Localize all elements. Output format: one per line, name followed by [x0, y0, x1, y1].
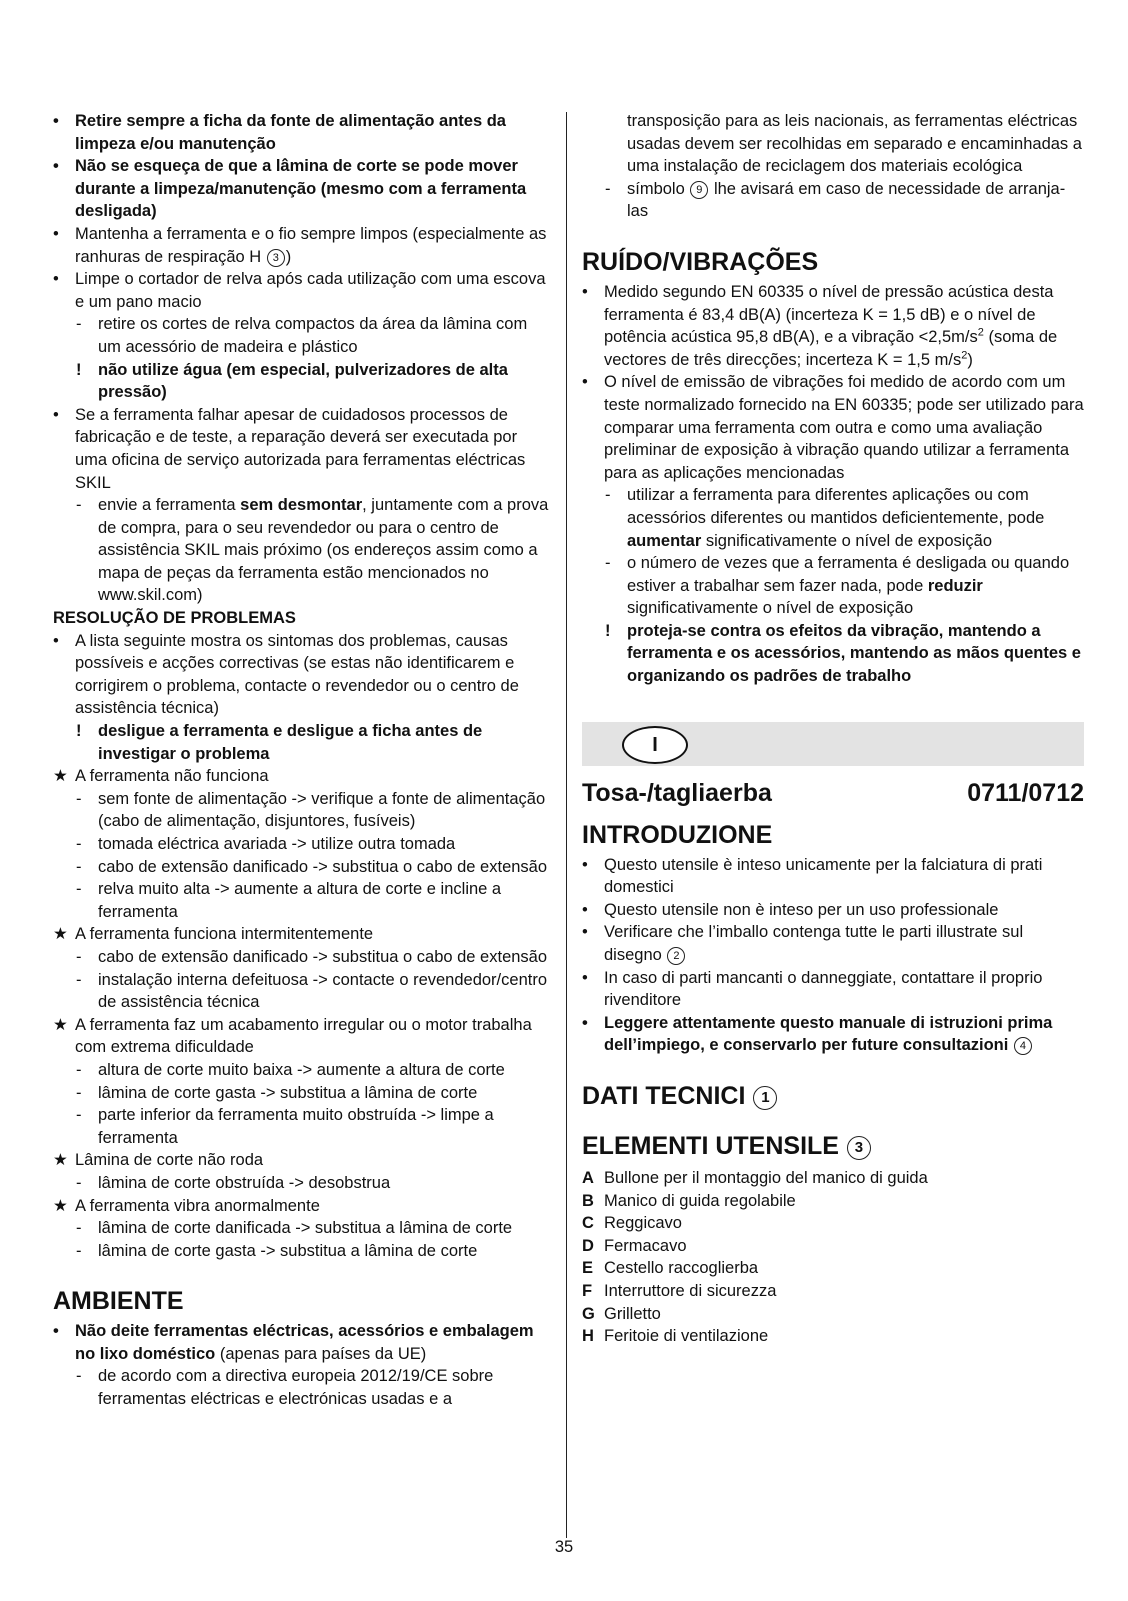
- elementi-heading: ELEMENTI UTENSILE 3: [582, 1131, 1084, 1161]
- problem-remedy: - cabo de extensão danificado -> substitua o cabo de extensão: [76, 857, 548, 876]
- bullet-item: • Não deite ferramentas eléctricas, acessórios e embalagem no lixo doméstico (apenas para países da UE): [53, 1322, 534, 1363]
- part-item: [582, 1325, 1084, 1348]
- figure-ref: 3: [847, 1136, 871, 1160]
- sub-item: - retire os cortes de relva compactos da área da lâmina com um acessório de madeira e plástico: [76, 315, 528, 356]
- problem-title: ★ A ferramenta vibra anormalmente: [53, 1196, 320, 1215]
- figure-ref: 9: [690, 181, 708, 199]
- product-title-row: [582, 778, 1084, 808]
- bullet-item: • Retire sempre a ficha da fonte de alimentação antes da limpeza e/ou manutenção: [53, 112, 506, 153]
- part-label: Manico di guida regolabile: [604, 1191, 796, 1210]
- bullet-item: • O nível de emissão de vibrações foi medido de acordo com um teste normalizado fornecido na EN 60335; pode ser utilizado para comparar uma ferramenta com outra e como uma avaliação preliminar de exposição à vibração quando utilizar a ferramenta para as aplicações mencionadas: [582, 373, 1084, 482]
- page-number: 35: [554, 1538, 574, 1556]
- part-letter: H: [582, 1327, 594, 1346]
- problem-remedy: - lâmina de corte danificada -> substitua a lâmina de corte: [76, 1219, 513, 1238]
- problem-title: ★ A ferramenta não funciona: [53, 767, 269, 786]
- ambiente-heading: AMBIENTE: [53, 1287, 184, 1316]
- part-label: Fermacavo: [604, 1236, 687, 1255]
- bullet-item: • In caso di parti mancanti o danneggiate, contattare il proprio rivenditore: [582, 968, 1043, 1010]
- model-number: 0711/0712: [967, 778, 1084, 807]
- problem-remedy: - instalação interna defeituosa -> contacte o revendedor/centro de assistência técnica: [76, 970, 547, 1012]
- part-item: [582, 1280, 1084, 1303]
- sub-item: - envie a ferramenta sem desmontar, juntamente com a prova de compra, para o seu revendedor ou para o centro de assistência SKIL mais próximo (os endereços assim como a mapa de peças da ferramenta estão mencionados no www.skil.com): [76, 496, 549, 605]
- figure-ref: 2: [667, 947, 685, 965]
- problem-remedy: - cabo de extensão danificado -> substitua o cabo de extensão: [76, 947, 548, 966]
- part-letter: A: [582, 1169, 594, 1187]
- warning-item: ! proteja-se contra os efeitos da vibração, mantendo a ferramenta e os acessórios, mantendo as mãos quentes e organizando os padrões de trabalho: [605, 621, 1081, 686]
- warning-item: ! não utilize água (em especial, pulverizadores de alta pressão): [76, 360, 508, 402]
- bullet-item: • Medido segundo EN 60335 o nível de pressão acústica desta ferramenta é 83,4 dB(A) (incerteza K = 1,5 dB) e o nível de potência acústica 95,8 dB(A), e a vibração $<2,5m/s^2$ (soma de vectores de três direcções; incerteza K = 1,5 $m/s^2$): [582, 282, 1058, 369]
- part-label: Grilletto: [604, 1304, 661, 1323]
- ruido-heading: RUÍDO/VIBRAÇÕES: [582, 247, 819, 276]
- language-band: [582, 722, 1084, 766]
- problem-remedy: - lâmina de corte gasta -> substitua a lâmina de corte: [76, 1083, 478, 1102]
- part-letter: B: [582, 1191, 594, 1210]
- left-column: [53, 110, 549, 1411]
- part-label: Cestello raccoglierba: [604, 1259, 759, 1278]
- bullet-item: • Questo utensile non è inteso per un uso professionale: [582, 900, 999, 919]
- problem-remedy: - parte inferior da ferramenta muito obstruída -> limpe a ferramenta: [76, 1106, 494, 1147]
- problem-remedy: - relva muito alta -> aumente a altura de corte e incline a ferramenta: [76, 880, 502, 921]
- bullet-item: • Verificare che l’imballo contenga tutte le parti illustrate sul disegno 2: [582, 923, 1024, 965]
- part-item: [582, 1212, 1084, 1235]
- bullet-item: • Mantenha a ferramenta e o fio sempre limpos (especialmente as ranhuras de respiração H 3 ): [53, 224, 547, 266]
- part-item: [582, 1303, 1084, 1326]
- troubleshoot-heading: RESOLUÇÃO DE PROBLEMAS: [53, 609, 296, 628]
- sub-item: - utilizar a ferramenta para diferentes aplicações ou com acessórios diferentes ou mantidos deficientemente, pode aumentar significativamente o nível de exposição: [605, 486, 1045, 550]
- figure-ref: 4: [1014, 1037, 1032, 1055]
- language-badge: I: [622, 726, 688, 764]
- problem-remedy: - sem fonte de alimentação -> verifique a fonte de alimentação (cabo de alimentação, disjuntores, fusíveis): [76, 789, 546, 831]
- bullet-item: • A lista seguinte mostra os sintomas dos problemas, causas possíveis e acções correctivas (se estas não identificarem e corrigirem o problema, contacte o revendedor ou o centro de assistência técnica): [53, 631, 519, 718]
- sub-item: - símbolo 9 lhe avisará em caso de necessidade de arranja-las: [605, 179, 1066, 221]
- sub-item: transposição para as leis nacionais, as ferramentas eléctricas usadas devem ser recolhidas em separado e encaminhadas a uma instalação de reciclagem dos materiais ecológica: [627, 112, 1082, 176]
- part-letter: E: [582, 1259, 594, 1278]
- problem-remedy: - tomada eléctrica avariada -> utilize outra tomada: [76, 835, 456, 853]
- bullet-item: • Se a ferramenta falhar apesar de cuidadosos processos de fabricação e de teste, a reparação deverá ser executada por uma oficina de serviço autorizada para ferramentas eléctricas SKIL: [53, 405, 526, 492]
- part-item: [582, 1190, 1084, 1213]
- dati-tecnici-heading: DATI TECNICI 1: [582, 1081, 1084, 1111]
- part-letter: G: [582, 1304, 595, 1323]
- bullet-item: • Leggere attentamente questo manuale di istruzioni prima dell’impiego, e conservarlo per future consultazioni 4: [582, 1013, 1053, 1055]
- part-letter: D: [582, 1236, 594, 1255]
- problem-remedy: - altura de corte muito baixa -> aumente a altura de corte: [76, 1060, 505, 1079]
- part-label: Feritoie di ventilazione: [604, 1327, 769, 1346]
- bullet-item: • Questo utensile è inteso unicamente per la falciatura di prati domestici: [582, 855, 1043, 897]
- part-label: Interruttore di sicurezza: [604, 1281, 777, 1300]
- part-label: Reggicavo: [604, 1214, 682, 1233]
- column-divider: [566, 112, 567, 1538]
- problem-list: [53, 765, 549, 1262]
- product-name: Tosa-/tagliaerba: [582, 778, 772, 807]
- right-column: [582, 110, 1084, 1348]
- figure-ref: 1: [753, 1086, 777, 1110]
- sub-item: - o número de vezes que a ferramenta é desligada ou quando estiver a trabalhar sem fazer nada, pode reduzir significativamente o nível de exposição: [605, 554, 1070, 618]
- part-item: [582, 1167, 1084, 1190]
- part-item: [582, 1235, 1084, 1258]
- parts-list: [582, 1167, 1084, 1348]
- bullet-item: • Limpe o cortador de relva após cada utilização com uma escova e um pano macio: [53, 270, 546, 311]
- bullet-item: • Não se esqueça de que a lâmina de corte se pode mover durante a limpeza/manutenção (mesmo com a ferramenta desligada): [53, 157, 527, 221]
- problem-title: ★ A ferramenta funciona intermitentemente: [53, 925, 374, 944]
- introduzione-heading: INTRODUZIONE: [582, 820, 773, 849]
- part-item: [582, 1257, 1084, 1280]
- problem-remedy: - lâmina de corte gasta -> substitua a lâmina de corte: [76, 1241, 478, 1260]
- part-letter: C: [582, 1214, 594, 1233]
- intro-list: [582, 854, 1084, 1057]
- part-label: Bullone per il montaggio del manico di guida: [604, 1169, 928, 1187]
- problem-remedy: - lâmina de corte obstruída -> desobstrua: [76, 1173, 391, 1192]
- problem-title: ★ Lâmina de corte não roda: [53, 1151, 264, 1170]
- figure-ref: 3: [267, 249, 285, 267]
- problem-title: ★ A ferramenta faz um acabamento irregular ou o motor trabalha com extrema dificuldade: [53, 1015, 532, 1057]
- warning-item: ! desligue a ferramenta e desligue a ficha antes de investigar o problema: [76, 722, 483, 763]
- sub-item: - de acordo com a directiva europeia 2012/19/CE sobre ferramentas eléctricas e electrónicas usadas e a: [76, 1367, 494, 1409]
- part-letter: F: [582, 1281, 593, 1300]
